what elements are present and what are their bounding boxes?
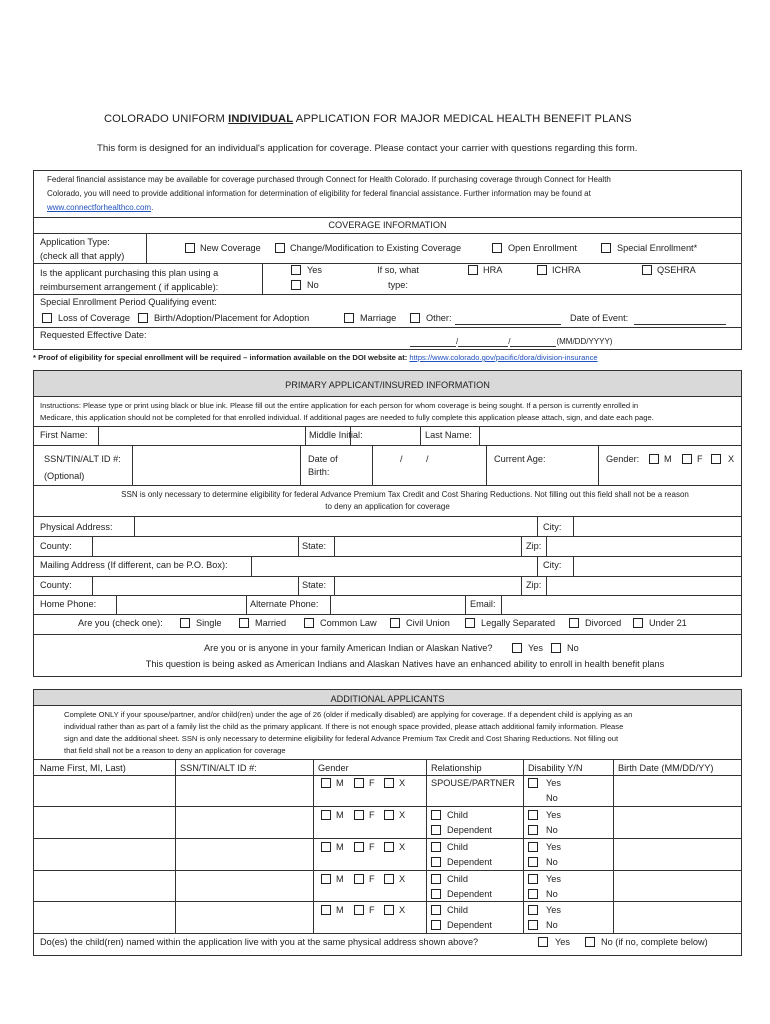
primary-instructions-2: Medicare, this application should not be completed for that enrolled individual. If additional pages are needed to fully complete this application please attach, sign, and date each page. (40, 413, 654, 422)
open-enrollment-checkbox[interactable] (492, 243, 502, 253)
form-title: COLORADO UNIFORM INDIVIDUAL APPLICATION FOR MAJOR MEDICAL HEALTH BENEFIT PLANS (104, 113, 632, 125)
ichra-label: ICHRA (552, 265, 581, 275)
county-label: County: (40, 541, 72, 551)
row2-child-label: Child (447, 810, 468, 820)
current-age-label: Current Age: (494, 454, 546, 464)
legally-separated-label: Legally Separated (481, 618, 556, 628)
row2-disability-yes-checkbox[interactable] (528, 810, 538, 820)
row2-dependent-checkbox[interactable] (431, 825, 441, 835)
additional-instructions-4: that field shall not be a reason to deny an application for coverage (64, 746, 286, 755)
qsehra-checkbox[interactable] (642, 265, 652, 275)
row5-disability-no-checkbox[interactable] (528, 920, 538, 930)
col-relationship: Relationship (431, 763, 482, 773)
reimbursement-no-label: No (307, 280, 319, 290)
row5-dependent-checkbox[interactable] (431, 920, 441, 930)
row4-f-label: F (369, 874, 375, 884)
gender-f-checkbox[interactable] (682, 454, 692, 464)
row2-m-label: M (336, 810, 344, 820)
hra-checkbox[interactable] (468, 265, 478, 275)
row2-child-checkbox[interactable] (431, 810, 441, 820)
requested-date-input[interactable]: / / (MM/DD/YYYY) (410, 337, 612, 347)
last-name-label: Last Name: (425, 430, 472, 440)
coverage-heading: COVERAGE INFORMATION (328, 220, 447, 230)
mailing-zip-label: Zip: (526, 580, 542, 590)
change-coverage-label: Change/Modification to Existing Coverage (290, 243, 462, 253)
row5-yes-label: Yes (546, 905, 561, 915)
row3-disability-no-checkbox[interactable] (528, 857, 538, 867)
civil-union-label: Civil Union (406, 618, 450, 628)
first-name-input[interactable] (99, 427, 305, 444)
mailing-county-label: County: (40, 580, 72, 590)
row2-disability-no-checkbox[interactable] (528, 825, 538, 835)
intro-line-1: Federal financial assistance may be available for coverage purchased through Connect for Health Colorado. If purchasing coverage through Connect for Health (47, 175, 611, 184)
row3-m-label: M (336, 842, 344, 852)
primary-heading: PRIMARY APPLICANT/INSURED INFORMATION (285, 380, 490, 390)
row3-x-label: X (399, 842, 406, 852)
row3-dependent-label: Dependent (447, 857, 492, 867)
row5-child-checkbox[interactable] (431, 905, 441, 915)
row3-child-checkbox[interactable] (431, 842, 441, 852)
reimbursement-label-2: reimbursement arrangement ( if applicable): (40, 282, 219, 292)
row2-no-label: No (546, 825, 558, 835)
divorced-checkbox[interactable] (569, 618, 579, 628)
row5-x-label: X (399, 905, 406, 915)
city-label: City: (543, 522, 562, 532)
row4-gender-f-checkbox[interactable] (354, 874, 364, 884)
row4-gender-m-checkbox[interactable] (321, 874, 331, 884)
divorced-label: Divorced (585, 618, 622, 628)
new-coverage-checkbox[interactable] (185, 243, 195, 253)
hra-label: HRA (483, 265, 503, 275)
ssn-note-2: to deny an application for coverage (325, 502, 450, 511)
form-subtitle: This form is designed for an individual's application for coverage. Please contact your carrier with questions regarding this form. (97, 143, 638, 154)
loss-of-coverage-label: Loss of Coverage (58, 313, 131, 323)
row4-m-label: M (336, 874, 344, 884)
other-event-checkbox[interactable] (410, 313, 420, 323)
special-enrollment-checkbox[interactable] (601, 243, 611, 253)
gender-m-label: M (664, 454, 672, 464)
mailing-state-label: State: (302, 580, 327, 590)
open-enrollment-label: Open Enrollment (508, 243, 577, 253)
native-yes-label: Yes (528, 643, 543, 653)
gender-label: Gender: (606, 454, 640, 464)
row2-f-label: F (369, 810, 375, 820)
additional-heading: ADDITIONAL APPLICANTS (330, 694, 445, 704)
row1-gender-x-checkbox[interactable] (384, 778, 394, 788)
other-event-label: Other: (426, 313, 452, 323)
common-law-label: Common Law (320, 618, 377, 628)
under-21-label: Under 21 (649, 618, 687, 628)
ssn-note: SSN is only necessary to determine eligibility for federal Advance Premium Tax Credit and Cost Sharing Reductions. Not filling out this field shall not be a reason (121, 490, 689, 499)
alt-phone-label: Alternate Phone: (250, 599, 319, 609)
row1-f-label: F (369, 778, 375, 788)
doi-website-link[interactable]: https://www.colorado.gov/pacific/dora/division-insurance (409, 353, 598, 362)
row2-dependent-label: Dependent (447, 825, 492, 835)
gender-f-label: F (697, 454, 703, 464)
reimbursement-yes-label: Yes (307, 265, 322, 275)
ichra-checkbox[interactable] (537, 265, 547, 275)
single-label: Single (196, 618, 222, 628)
row3-f-label: F (369, 842, 375, 852)
dob-label: Date of (308, 454, 338, 464)
married-label: Married (255, 618, 287, 628)
birth-adoption-checkbox[interactable] (138, 313, 148, 323)
row3-no-label: No (546, 857, 558, 867)
proof-note: * Proof of eligibility for special enrollment will be required – information available on the DOI website at: https://www.colorado.gov/pacific/dora/division-insurance (33, 353, 598, 362)
same-address-no-checkbox[interactable] (585, 937, 595, 947)
native-yes-checkbox[interactable] (512, 643, 522, 653)
other-event-input[interactable] (455, 324, 561, 325)
row1-gender-m-checkbox[interactable] (321, 778, 331, 788)
under-21-checkbox[interactable] (633, 618, 643, 628)
row3-gender-f-checkbox[interactable] (354, 842, 364, 852)
single-checkbox[interactable] (180, 618, 190, 628)
physical-address-label: Physical Address: (40, 522, 113, 532)
row2-gender-f-checkbox[interactable] (354, 810, 364, 820)
app-type-hint: (check all that apply) (40, 251, 125, 261)
dob-label-2: Birth: (308, 467, 330, 477)
native-question: Are you or is anyone in your family American Indian or Alaskan Native? (204, 643, 493, 653)
home-phone-label: Home Phone: (40, 599, 97, 609)
row1-disability-yes-checkbox[interactable] (528, 778, 538, 788)
intro-line-2: Colorado, you will need to provide additional information for determination of eligibility for federal financial assistance. Further information may be found at (47, 189, 591, 198)
gender-x-checkbox[interactable] (711, 454, 721, 464)
row1-relationship: SPOUSE/PARTNER (431, 778, 515, 788)
row5-gender-m-checkbox[interactable] (321, 905, 331, 915)
row4-x-label: X (399, 874, 406, 884)
physical-address-input[interactable] (135, 517, 535, 535)
dob-slash-1: / (400, 454, 403, 464)
col-disability: Disability Y/N (528, 763, 583, 773)
row5-dependent-label: Dependent (447, 920, 492, 930)
gender-x-label: X (728, 454, 735, 464)
date-of-event-label: Date of Event: (570, 313, 629, 323)
row4-disability-yes-checkbox[interactable] (528, 874, 538, 884)
dob-slash-2: / (426, 454, 429, 464)
birth-adoption-label: Birth/Adoption/Placement for Adoption (154, 313, 310, 323)
email-label: Email: (470, 599, 496, 609)
new-coverage-label: New Coverage (200, 243, 261, 253)
mailing-address-input[interactable] (252, 557, 536, 575)
row1-no-label: No (546, 793, 558, 803)
row5-f-label: F (369, 905, 375, 915)
married-checkbox[interactable] (239, 618, 249, 628)
col-birth-date: Birth Date (MM/DD/YY) (618, 763, 714, 773)
row4-gender-x-checkbox[interactable] (384, 874, 394, 884)
row1-yes-label: Yes (546, 778, 561, 788)
ssn-input[interactable] (133, 446, 299, 484)
row1-m-label: M (336, 778, 344, 788)
row1-gender-f-checkbox[interactable] (354, 778, 364, 788)
row2-gender-x-checkbox[interactable] (384, 810, 394, 820)
primary-instructions-1: Instructions: Please type or print using black or blue ink. Please fill out the entire application for each person for whom coverage is being sought. If a person is currently enrolled in (40, 401, 639, 410)
ssn-label: SSN/TIN/ALT ID #: (44, 454, 121, 464)
reimbursement-label: Is the applicant purchasing this plan using a (40, 268, 219, 278)
additional-instructions-3: sign and date the additional sheet. SSN is only necessary to determine eligibility for federal Advance Premium Tax Credit and Cost Sharing Reductions. Not filling out (64, 734, 619, 743)
marriage-label: Marriage (360, 313, 397, 323)
gender-m-checkbox[interactable] (649, 454, 659, 464)
marriage-checkbox[interactable] (344, 313, 354, 323)
intro-line-3: www.connectforhealthco.com. (47, 203, 154, 212)
date-of-event-input[interactable] (634, 324, 726, 325)
row4-child-label: Child (447, 874, 468, 884)
sep-label: Special Enrollment Period Qualifying event: (40, 297, 217, 307)
col-name: Name First, MI, Last) (40, 763, 126, 773)
row3-dependent-checkbox[interactable] (431, 857, 441, 867)
row4-child-checkbox[interactable] (431, 874, 441, 884)
middle-initial-label: Middle Initial: (309, 430, 363, 440)
row4-dependent-label: Dependent (447, 889, 492, 899)
reimbursement-yes-checkbox[interactable] (291, 265, 301, 275)
loss-of-coverage-checkbox[interactable] (42, 313, 52, 323)
row3-gender-m-checkbox[interactable] (321, 842, 331, 852)
common-law-checkbox[interactable] (304, 618, 314, 628)
row5-no-label: No (546, 920, 558, 930)
row3-yes-label: Yes (546, 842, 561, 852)
row4-no-label: No (546, 889, 558, 899)
row3-child-label: Child (447, 842, 468, 852)
mailing-address-label: Mailing Address (If different, can be P.O. Box): (40, 560, 228, 570)
native-no-label: No (567, 643, 579, 653)
requested-date-label: Requested Effective Date: (40, 330, 147, 340)
row5-disability-yes-checkbox[interactable] (528, 905, 538, 915)
qsehra-label: QSEHRA (657, 265, 696, 275)
legally-separated-checkbox[interactable] (465, 618, 475, 628)
additional-instructions-2: individual rather than as part of a family list the child as the primary applicant. If there is not enough space provided, please attach additional family information. Please (64, 722, 624, 731)
first-name-label: First Name: (40, 430, 88, 440)
reimbursement-no-checkbox[interactable] (291, 280, 301, 290)
if-so-label: If so, what (377, 265, 419, 275)
native-no-checkbox[interactable] (551, 643, 561, 653)
row2-yes-label: Yes (546, 810, 561, 820)
row5-gender-x-checkbox[interactable] (384, 905, 394, 915)
row2-gender-m-checkbox[interactable] (321, 810, 331, 820)
row4-disability-no-checkbox[interactable] (528, 889, 538, 899)
row1-x-label: X (399, 778, 406, 788)
row3-disability-yes-checkbox[interactable] (528, 842, 538, 852)
marital-status-label: Are you (check one): (78, 618, 163, 628)
row4-dependent-checkbox[interactable] (431, 889, 441, 899)
row3-gender-x-checkbox[interactable] (384, 842, 394, 852)
zip-label: Zip: (526, 541, 542, 551)
if-so-type-label: type: (388, 280, 408, 290)
connect-for-health-link[interactable]: www.connectforhealthco.com (47, 203, 152, 212)
col-gender: Gender (318, 763, 349, 773)
same-address-yes-label: Yes (555, 937, 570, 947)
state-label: State: (302, 541, 327, 551)
row5-child-label: Child (447, 905, 468, 915)
civil-union-checkbox[interactable] (390, 618, 400, 628)
same-address-yes-checkbox[interactable] (538, 937, 548, 947)
row4-yes-label: Yes (546, 874, 561, 884)
col-ssn: SSN/TIN/ALT ID #: (180, 763, 257, 773)
change-coverage-checkbox[interactable] (275, 243, 285, 253)
row5-gender-f-checkbox[interactable] (354, 905, 364, 915)
special-enrollment-label: Special Enrollment* (617, 243, 698, 253)
row5-m-label: M (336, 905, 344, 915)
table-row[interactable] (34, 776, 174, 806)
mailing-city-label: City: (543, 560, 562, 570)
same-address-no-label: No (if no, complete below) (601, 937, 708, 947)
same-address-question: Do(es) the child(ren) named within the application live with you at the same physical address shown above? (40, 937, 479, 947)
row2-x-label: X (399, 810, 406, 820)
ssn-optional-label: (Optional) (44, 471, 85, 481)
additional-instructions-1: Complete ONLY if your spouse/partner, and/or child(ren) under the age of 26 (older if medically disabled) are applying for coverage. If a dependent child is applying as an (64, 710, 633, 719)
native-note: This question is being asked as American Indians and Alaskan Natives have an enhanced ability to enroll in health benefit plans (145, 659, 665, 669)
app-type-label: Application Type: (40, 237, 110, 247)
